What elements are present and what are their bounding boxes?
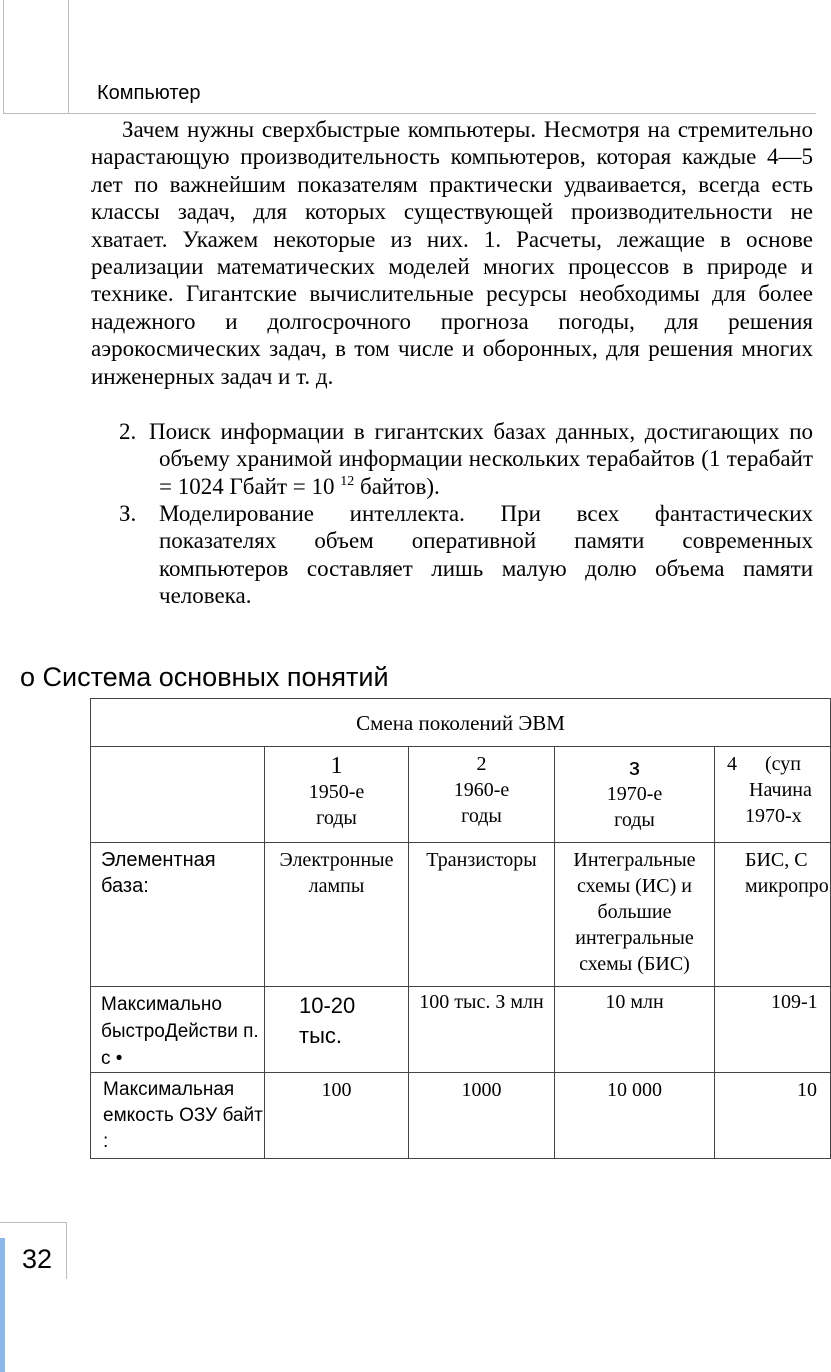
generation-header	[265, 747, 409, 843]
section-heading: о Система основных понятий	[20, 662, 389, 692]
row-label: Элементная база:	[91, 843, 265, 987]
list-item-text-end: байтов).	[360, 473, 440, 499]
table-cell: 100 тыс. З млн	[409, 987, 555, 1073]
generation-unit: 1970-х	[745, 805, 802, 827]
list-item	[149, 418, 813, 500]
generation-unit: годы	[461, 805, 502, 827]
running-header-title: Компьютер	[97, 82, 201, 104]
generation-period: 1960-е	[453, 779, 510, 801]
generation-unit: годы	[316, 807, 357, 829]
intro-paragraph: Зачем нужны сверхбыстрые компьютеры. Несмотря на стремительно нарастающую производительность компьютеров, которая каждые 4—5 лет по важнейшим показателям практически удваивается, всегда есть классы задач, для которых существующей производительности не хватает. Укажем некоторые из них. 1. Расчеты, лежащие в основе реализации математических моделей многих процессов в природе и технике. Гигантские вычислительные ресурсы необходимы для более надежного и долгосрочного прогноза погоды, для решения аэрокосмических задач, в том числе и оборонных, для решения многих инженерных задач и т. д.	[91, 117, 813, 389]
table-cell: 1000	[409, 1073, 555, 1159]
generation-unit: годы	[614, 809, 655, 831]
page-number: 32	[22, 1244, 53, 1274]
generation-period: Начина	[749, 779, 812, 801]
row-label: Максимальная емкость ОЗУ байт :	[91, 1073, 265, 1159]
generation-note: (суп	[765, 753, 801, 775]
generations-table	[90, 698, 831, 1159]
generation-number: 2	[476, 753, 487, 775]
header-margin-box	[3, 0, 69, 114]
row-label: Максимально быстроДействи п. с •	[91, 987, 265, 1073]
table-cell: 10 000	[555, 1073, 715, 1159]
exponent: 12	[340, 473, 355, 489]
generation-number: з	[628, 754, 640, 781]
generation-period: 1950-е	[308, 781, 365, 803]
generation-number: 4	[727, 753, 737, 775]
table-cell: 10-20 тыс.	[265, 987, 409, 1073]
generation-header	[409, 747, 555, 843]
table-cell: 109-1	[715, 987, 831, 1073]
header-empty-cell	[91, 747, 265, 843]
list-item-number: З.	[119, 501, 137, 526]
generation-header	[555, 747, 715, 843]
header-rule	[67, 113, 816, 114]
list-item-text: Моделирование интеллекта. При всех фантастических показателях объем оперативной памяти современных компьютеров составляет лишь малую долю объема памяти человека.	[159, 501, 813, 609]
table-cell: Интегральные схемы (ИС) и большие интегральные схемы (БИС)	[555, 843, 715, 987]
table-caption: Смена поколений ЭВМ	[91, 699, 831, 747]
generation-period: 1970-е	[606, 783, 663, 805]
table-cell: 10 млн	[555, 987, 715, 1073]
table-cell: БИС, С микропро	[715, 843, 831, 987]
table-cell: Транзисторы	[409, 843, 555, 987]
generation-header	[715, 747, 831, 843]
list-item-number: 2.	[119, 419, 137, 444]
generation-number: 1	[330, 753, 343, 779]
table-cell: 10	[715, 1073, 831, 1159]
table-cell: Электронные лампы	[265, 843, 409, 987]
list-item-text: Поиск информации в гигантских базах данных, достигающих по объему хранимой информации нескольких терабайтов (1 терабайт = 1024 Гбайт = 10	[149, 419, 813, 499]
table-cell: 100	[265, 1073, 409, 1159]
